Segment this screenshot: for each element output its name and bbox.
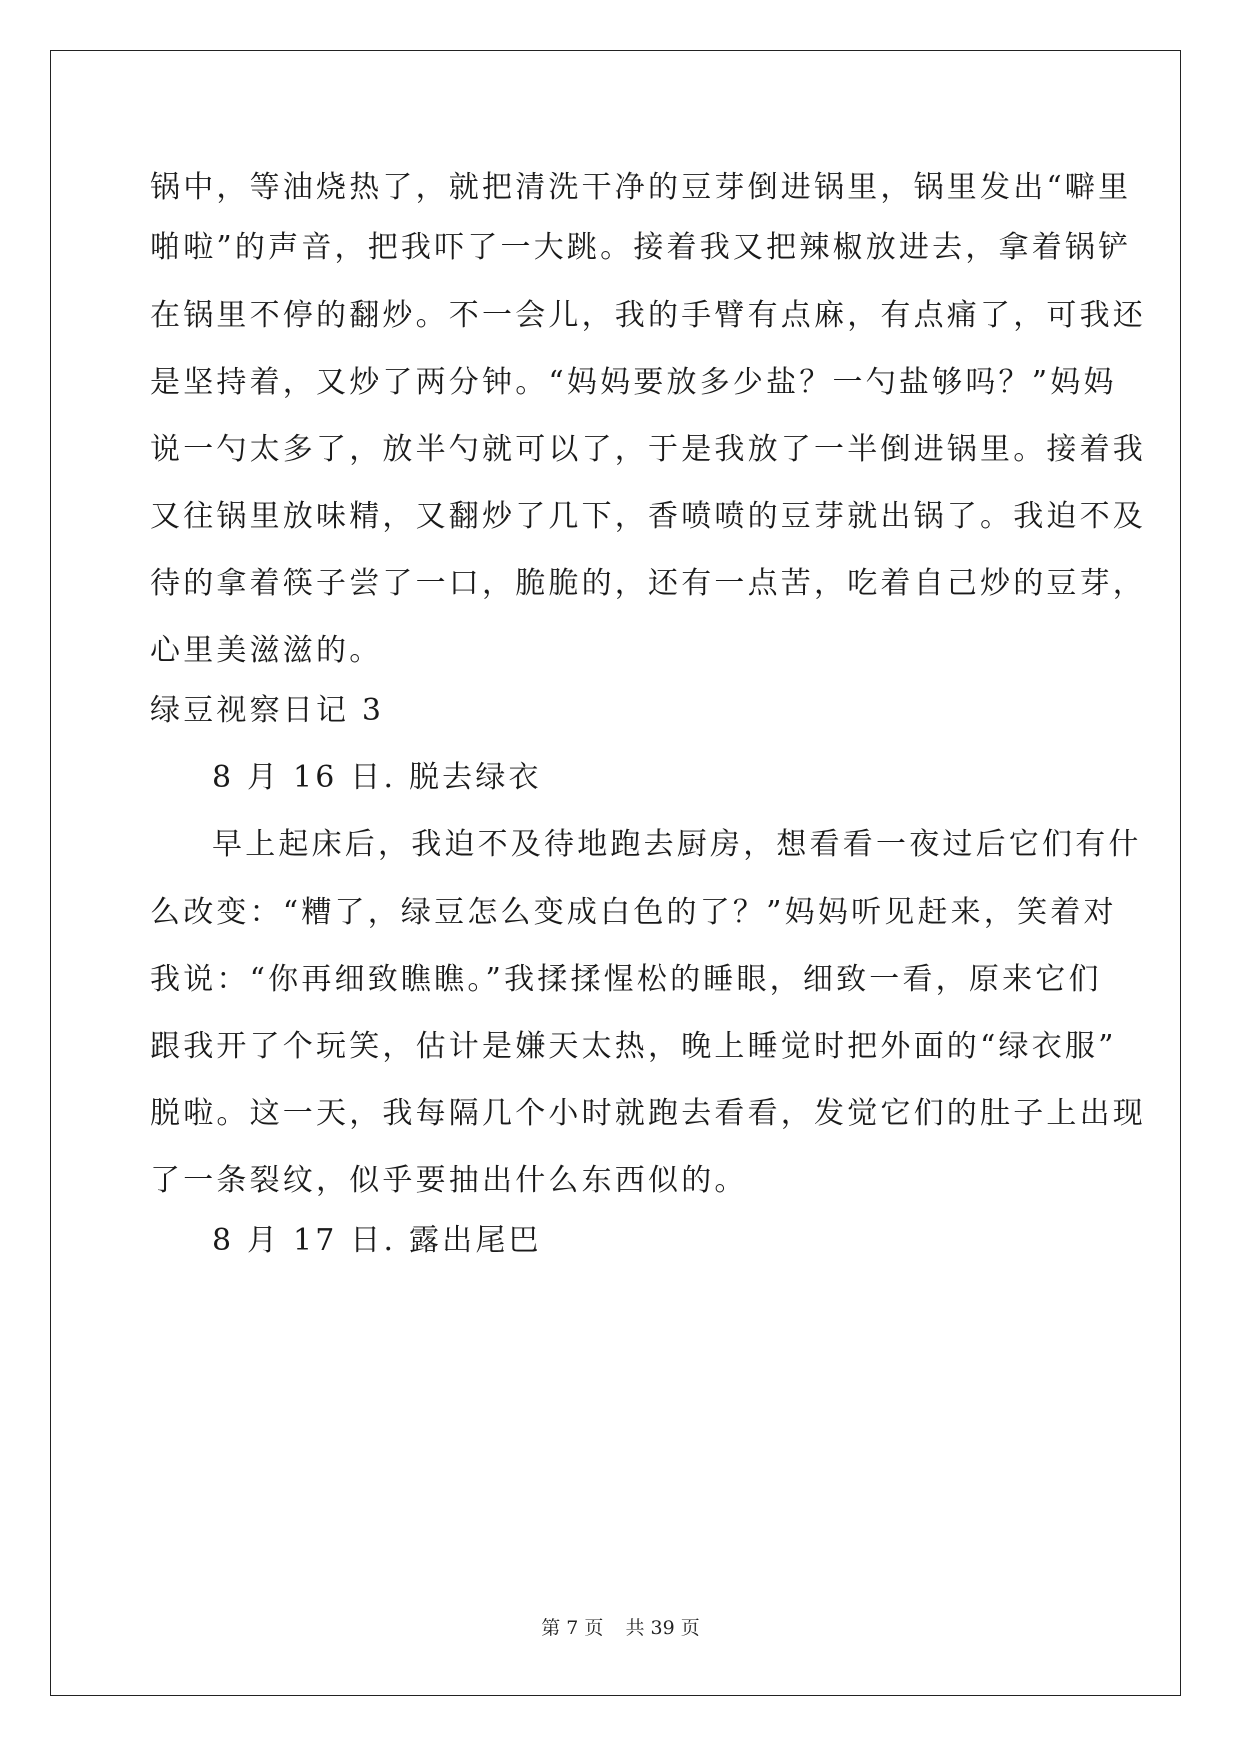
body-line: 啪啦”的声音，把我吓了一大跳。接着我又把辣椒放进去，拿着锅铲 <box>150 230 1132 265</box>
body-line: 锅中，等油烧热了，就把清洗干净的豆芽倒进锅里，锅里发出“噼里 <box>150 170 1132 205</box>
body-line: 待的拿着筷子尝了一口，脆脆的，还有一点苦，吃着自己炒的豆芽， <box>150 566 1146 601</box>
body-line: 又往锅里放味精，又翻炒了几下，香喷喷的豆芽就出锅了。我迫不及 <box>150 499 1146 534</box>
body-line: 跟我开了个玩笑，估计是嫌天太热，晚上睡觉时把外面的“绿衣服” <box>150 1029 1117 1064</box>
body-line: 么改变：“糟了，绿豆怎么变成白色的了？”妈妈听见赶来，笑着对 <box>150 895 1117 930</box>
date-heading: 8 月 17 日. 露出尾巴 <box>212 1223 542 1258</box>
page-total: 共 39 页 <box>625 1617 700 1639</box>
body-line: 脱啦。这一天，我每隔几个小时就跑去看看，发觉它们的肚子上出现 <box>150 1096 1146 1131</box>
page-number: 第 7 页 <box>541 1617 604 1639</box>
date-heading: 8 月 16 日. 脱去绿衣 <box>212 760 542 795</box>
body-line: 心里美滋滋的。 <box>150 633 383 668</box>
section-heading: 绿豆视察日记 3 <box>150 693 385 728</box>
body-line: 说一勺太多了，放半勺就可以了，于是我放了一半倒进锅里。接着我 <box>150 432 1146 467</box>
page-footer <box>0 1616 1241 1640</box>
body-line: 了一条裂纹，似乎要抽出什么东西似的。 <box>150 1163 748 1198</box>
body-line: 早上起床后，我迫不及待地跑去厨房，想看看一夜过后它们有什 <box>212 827 1142 862</box>
body-line: 在锅里不停的翻炒。不一会儿，我的手臂有点麻，有点痛了，可我还 <box>150 298 1146 333</box>
body-line: 是坚持着，又炒了两分钟。“妈妈要放多少盐？一勺盐够吗？”妈妈 <box>150 365 1117 400</box>
body-line: 我说：“你再细致瞧瞧。”我揉揉惺松的睡眼，细致一看，原来它们 <box>150 962 1102 997</box>
